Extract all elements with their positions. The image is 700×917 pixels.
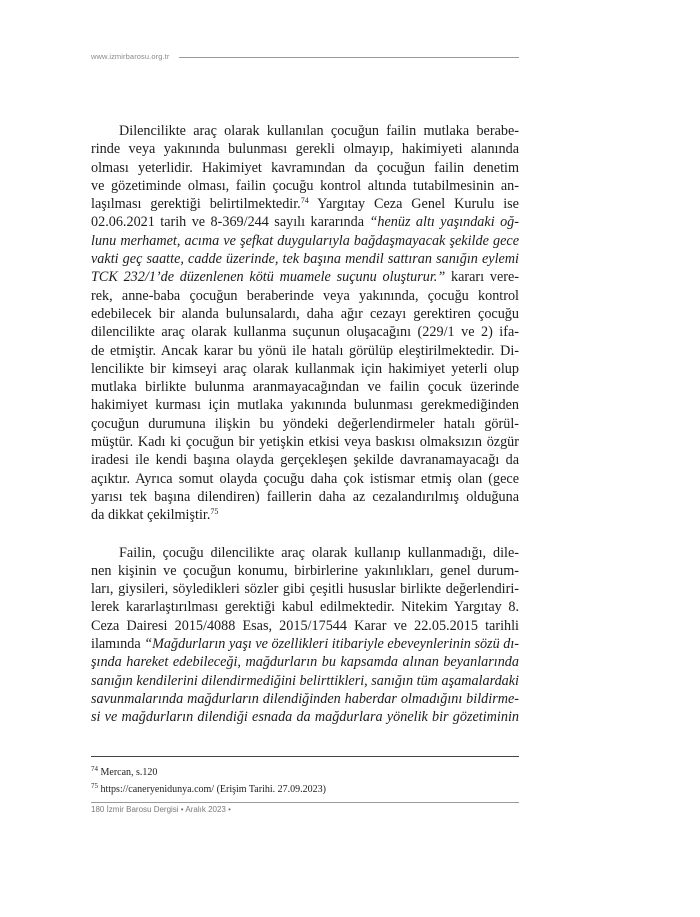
text-line: Dilencilikte araç olarak kullanılan çocuğun failin mutlaka berabe- bbox=[119, 123, 519, 139]
footnote-74: $^{74}$ Mercan, s.120 bbox=[91, 765, 158, 778]
text-line: ları, giysileri, söyledikleri sözler gibi çeşitli hususlar birlikte değerlendiri- bbox=[91, 581, 519, 598]
text-line: yarısı tek başına dilendiren) faillerin daha az cezalandırılmış olduğuna bbox=[91, 488, 519, 505]
text-line: savunmalarında mağdurların dilendiğinden haberdar olmadığını bildirme- bbox=[91, 690, 519, 707]
page-footer: 180 İzmir Barosu Dergisi • Aralık 2023 • bbox=[91, 805, 231, 814]
text-line: sanığın kendilerini dilendirmediğini belirttikleri, sanığın tüm aşamalardaki bbox=[91, 672, 519, 689]
text-line: şında hareket edebileceği, mağdurların bu kapsamda alınan beyanlarında bbox=[91, 654, 519, 671]
body-text bbox=[91, 122, 519, 727]
paragraph-1 bbox=[91, 122, 519, 525]
text-line: lunu merhamet, acıma ve şefkat duygularıyla bağdaşmayacak şekilde gece bbox=[91, 232, 519, 249]
site-url: www.izmirbarosu.org.tr bbox=[91, 52, 170, 61]
footer-rule bbox=[91, 802, 519, 803]
text-line: nen kişinin ve çocuğun konumu, birbirlerine yakınlıkları, genel durum- bbox=[91, 562, 519, 579]
text-line: mutlaka birlikte bulunma aranmayacağından ve failin çocuk üzerinde bbox=[91, 379, 519, 396]
page-header bbox=[91, 52, 519, 66]
text-line: hakimiyet kurması için mutlaka yakınında bulunması gerekmediğinden bbox=[91, 397, 519, 414]
text-line: lerek kararlaştırılması gerektiği kabul edilmektedir. Nitekim Yargıtay 8. bbox=[91, 599, 519, 616]
text-line: açıktır. Ayrıca somut olayda çocuğu daha çok istismar etmiş olan (gece bbox=[91, 470, 519, 487]
header-rule bbox=[179, 57, 519, 58]
text-line: 02.06.2021 tarih ve 8-369/244 sayılı kararında “henüz altı yaşındaki oğ- bbox=[91, 214, 519, 231]
text-line: rinde veya yakınında bulunması gerekli olmayıp, hakimiyeti alanında bbox=[91, 141, 519, 158]
text-line: Ceza Dairesi 2015/4088 Esas, 2015/17544 Karar ve 22.05.2015 tarihli bbox=[91, 617, 519, 634]
text-line: de etmiştir. Ancak karar bu yönü ile hatalı görülüp eleştirilmektedir. Di- bbox=[91, 342, 519, 359]
text-line: ilamında “Mağdurların yaşı ve özellikleri itibariyle ebeveynlerinin sözü dı- bbox=[91, 636, 519, 653]
text-line: olması yeterlidir. Hakimiyet kavramından da çocuğun failin denetim bbox=[91, 159, 519, 176]
text-line: Failin, çocuğu dilencilikte araç olarak kullanıp kullanmadığı, dile- bbox=[119, 544, 519, 561]
text-line: vakti geç saatte, cadde üzerinde, tek başına mendil sattıran sanığın eylemi bbox=[91, 251, 519, 268]
text-line: lencilikte bir kimseyi araç olarak kullanmak için hakimiyet yeterli olup bbox=[91, 360, 519, 377]
text-line: ve gözetiminde olması, failin çocuğu kontrol altında tutabilmesinin an- bbox=[91, 177, 519, 194]
text-line: laşılması gerektiği belirtilmektedir.$^{74}$ Yargıtay Ceza Genel Kurulu ise bbox=[91, 196, 519, 213]
text-line: rek, anne-baba çocuğun beraberinde veya yakınında, çocuğu kontrol bbox=[91, 287, 519, 304]
text-line: TCK 232/1’de düzenlenen kötü muamele suçunu oluşturur.” kararı vere- bbox=[91, 269, 519, 286]
footnote-link[interactable]: https://caneryenidunya.com/ (Erişim Tarihi. 27.09.2023) bbox=[100, 784, 326, 795]
text-line: müştür. Kadı ki çocuğun bir yetişkin etkisi veya baskısı olmaksızın özgür bbox=[91, 434, 519, 451]
footnote-rule bbox=[91, 756, 519, 757]
text-line: da dikkat çekilmiştir.$^{75}$ bbox=[91, 507, 219, 524]
paragraph-gap bbox=[91, 525, 519, 544]
paragraph-2 bbox=[91, 544, 519, 727]
text-line: edebilecek bir alanda bulunsalardı, daha ağır cezayı gerektiren çocuğu bbox=[91, 305, 519, 322]
footnote-ref-75[interactable]: 75 bbox=[210, 507, 219, 517]
text-line: si ve mağdurların dilendiği esnada da mağdurlara yönelik bir gözetiminin bbox=[91, 709, 519, 726]
text-line: dilencilikte araç olarak kullanma suçunun oluşacağını (229/1 ve 2) ifa- bbox=[91, 324, 519, 341]
text-line: çocuğun durumuna ilişkin bu yöndeki değerlendirmeler hatalı görül- bbox=[91, 415, 519, 432]
text-line: iradesi ile kendi başına olayda gerçekleşen şekilde davranamayacağı da bbox=[91, 452, 519, 469]
footnote-ref-74[interactable]: 74 bbox=[300, 196, 309, 206]
footnote-75: $^{75}$ https://caneryenidunya.com/ (Erişim Tarihi. 27.09.2023) bbox=[91, 782, 326, 795]
footnotes bbox=[91, 764, 519, 798]
